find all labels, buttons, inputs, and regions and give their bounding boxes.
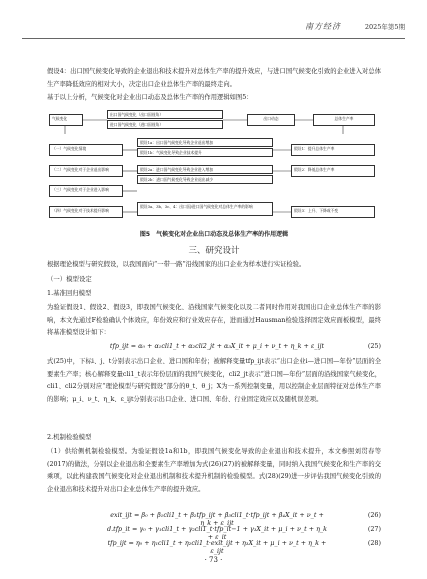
equation-27-body: d.tfp_it = γ₀ + γ₁cli1_t + γ₂cli1_t·tfp_it−1 + γ₃X_it + μ_i + ν_t + η_k + ε_it xyxy=(107,525,327,541)
fig-center-item: 假设1b：气候变化导致企业技术提升 xyxy=(137,148,273,157)
fig-left-item: （一）气候变化情境 xyxy=(49,144,123,156)
fig-center-item: 假设2b：进口国气候变化导致企业退出减少 xyxy=(137,175,273,184)
equation-28-body: tfp_ijt = η₀ + η₁cli1_t + η₂cli1_t·exit_ijt + η₃X_it + μ_i + ν_t + η_k + ε_ijt xyxy=(107,539,327,555)
paragraph-hypothesis-4: 假设4：出口国气候变化导致的企业退出和技术提升对总体生产率的提升效应，与进口国气候变化引致的企业进入对总体生产率降低效应的相对大小，决定出口企业总体生产率的最终走向。 xyxy=(47,68,381,88)
header-rule xyxy=(22,38,405,39)
fig-left-item: （三）气候变化对于企业进入影响 xyxy=(49,185,123,197)
section-heading: 三、研究设计 xyxy=(188,246,240,256)
fig-box-exporter-view: 出口国气候变化（出口国视角） xyxy=(107,110,223,119)
subheading-mechanism: 2.机制检验模型 xyxy=(47,433,92,441)
paragraph-baseline: 为验证假设1、假设2、假设3，即我国气候变化、沿线国家气候变化以及二者同时作用对我国出口企业总体生产率的影响，本文先通过F检验确认个体效应，年份效应和行业效应存在，进而通过Hausman检验选择固定效应面板模型，最终将基准模型设计如下： xyxy=(47,304,381,337)
page-number: · 73 · xyxy=(204,556,223,564)
paragraph-mechanism: （1）供给侧机制检验模型。为验证假设1a和1b，即我国气候变化导致的企业退出和技术提升，本文参照刘贯春等(2017)的做法，分别以企业退出和全要素生产率增加为式(26)(27)的被解释变量，同时纳入我国气候变化和生产率的交乘项，以此构建我国气候变化对企业退出机制和技术提升机制的检验模型。式(28)(29)进一步评估我国气候变化引致的企业退出和技术提升对出口企业总体生产率的提升效应。 xyxy=(47,448,381,493)
issue-label: 2025年第5期 xyxy=(364,23,405,31)
fig-center-item: 假设1a：出口国气候变化导致企业退出增加 xyxy=(137,138,273,147)
subheading-model: （一）模型设定 xyxy=(47,275,92,283)
equation-25-number: (25) xyxy=(367,342,381,350)
fig-box-climate-change: 气候变化 xyxy=(49,114,83,126)
equation-26-number: (26) xyxy=(367,511,381,519)
paragraph-variable-definitions: 式(25)中，下标i、j、t分别表示出口企业、进口国和年份；被解释变量tfp_ijt表示“出口企业i—进口国—年份”层面的全要素生产率；核心解释变量cli1_t表示年份层面的我国气候变化，cli2_jt表示“进口国—年份”层面的沿线国家气候变化，cli1、cli2分别对应“理论模型与研究假设”部分的θ_t、θ_j；X为一系列控制变量，用以控制企业层面特征对总体生产率的影响；μ_i、ν_t、η_k、ε_ijt分别表示出口企业、进口国、年份、行业固定效应以及随机误差项。 xyxy=(47,358,381,403)
page-header xyxy=(0,0,427,40)
fig-left-item: （二）气候变化对于企业退出影响 xyxy=(49,165,123,177)
figure-5 xyxy=(47,108,381,226)
fig-box-export-dynamics: 出口动态 xyxy=(247,114,295,126)
fig-right-item: 假设2：降低总体生产率 xyxy=(291,165,375,177)
equation-26-body: exit_ijt = β₀ + β₁cli1_t + β₂tfp_ijt + β₃cli1_t·tfp_ijt + β₄X_it + ν_t + η_k + ε_ijt xyxy=(110,511,324,527)
equation-25-body: tfp_ijt = α₀ + α₁cli1_t + α₂cli2_jt + α₃X_it + μ_i + ν_t + η_k + ε_ijt xyxy=(109,342,325,350)
figure-caption: 图5 气候变化对企业出口动态及总体生产率的作用逻辑 xyxy=(139,231,289,238)
fig-center-item: 假设2a：进口国气候变化导致企业进入增加 xyxy=(137,165,273,174)
fig-right-item: 假设3：上升、下降或不变 xyxy=(291,206,375,218)
fig-right-item: 假设1：提升总体生产率 xyxy=(291,144,375,156)
equation-28-number: (28) xyxy=(367,539,381,547)
journal-title: 南方经济 xyxy=(305,22,341,31)
paragraph-figure-intro: 基于以上分析，气候变化对企业出口动态及总体生产率的作用逻辑如图5： xyxy=(47,94,253,101)
paragraph-sample: 根据理论模型与研究假设，以我国面向“一带一路”沿线国家的出口企业为样本进行实证检验。 xyxy=(47,261,306,268)
subheading-baseline: 1.基准回归模型 xyxy=(47,289,92,297)
fig-box-importer-view: 进口国气候变化（进口国视角） xyxy=(107,120,223,129)
equation-27-number: (27) xyxy=(367,525,381,533)
fig-center-item: 假设3a、3b、3c、4：出口国/进口国气候变化对总体生产率的影响 xyxy=(137,202,273,216)
fig-box-aggregate-productivity: 总体生产率 xyxy=(313,114,375,126)
fig-left-item: （四）气候变化对于技术提升影响 xyxy=(49,206,123,218)
